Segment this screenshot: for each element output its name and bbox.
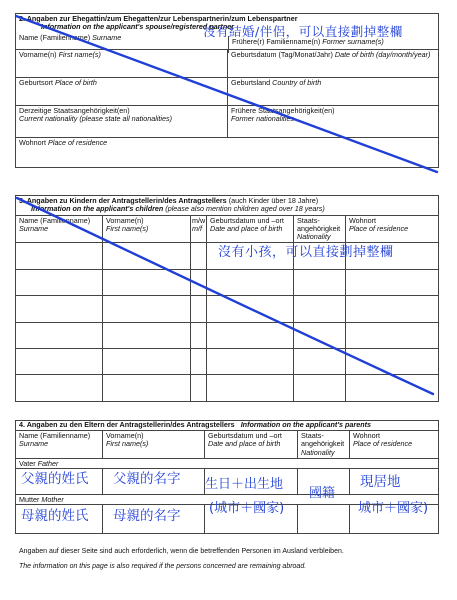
former-nat-label-en: Former nationalities bbox=[231, 114, 295, 124]
section4-column-headers bbox=[16, 431, 439, 459]
children-row[interactable] bbox=[16, 349, 439, 375]
section4-header-cell bbox=[16, 421, 439, 431]
children-cell[interactable] bbox=[294, 323, 346, 349]
section3-annotation: 沒有小孩，可以直接劃掉整欄 bbox=[218, 245, 394, 260]
children-col-first-names bbox=[103, 215, 191, 243]
former-nat-label-de: Frühere Staatsangehörigkeit(en) bbox=[231, 106, 335, 115]
section4-title-de: 4. Angaben zu den Eltern der Antragstellerin/des Antragstellers bbox=[19, 420, 235, 429]
children-cell[interactable] bbox=[103, 270, 191, 296]
section3-header-cell bbox=[16, 196, 439, 216]
father-label-de: Vater bbox=[19, 458, 36, 468]
parents-col-nationality bbox=[298, 431, 350, 459]
mother-surname-handwriting: 母親的姓氏 bbox=[21, 508, 89, 524]
col-label-en: Place of residence bbox=[353, 439, 413, 449]
col-label-de: m/w bbox=[192, 215, 206, 225]
spouse-cob-field[interactable] bbox=[228, 78, 439, 106]
section4-title-en: Information on the applicant's parents bbox=[240, 420, 371, 429]
children-cell[interactable] bbox=[207, 296, 294, 323]
footer-note-en: The information on this page is also required if the persons concerned are remaining abroad. bbox=[19, 563, 307, 570]
col-label-en: Nationality bbox=[301, 447, 335, 457]
section2-annotation: 沒有結婚/伴侶，可以直接劃掉整欄 bbox=[203, 24, 403, 39]
parents-col-dob bbox=[205, 431, 298, 459]
children-cell[interactable] bbox=[103, 349, 191, 375]
mother-residence-handwriting: 城市＋國家) bbox=[358, 501, 429, 516]
father-nationality-handwriting: 國籍 bbox=[309, 486, 336, 501]
children-cell[interactable] bbox=[191, 375, 207, 402]
former-surname-label-en: Former surname(s) bbox=[322, 37, 384, 46]
parents-col-residence bbox=[350, 431, 439, 459]
children-row[interactable] bbox=[16, 375, 439, 402]
children-cell[interactable] bbox=[191, 296, 207, 323]
parents-col-first-names bbox=[103, 431, 205, 459]
col-label-de: Vorname(n) bbox=[106, 215, 144, 225]
nat-label-en: Current nationality (please state all nationalities) bbox=[19, 114, 173, 124]
col-label-en: m/f bbox=[192, 223, 202, 233]
section3-title-de: 3. Angaben zu Kindern der Antragstellerin/des Antragstellers bbox=[19, 196, 227, 205]
children-cell[interactable] bbox=[207, 375, 294, 402]
dob-label-de: Geburtsdatum (Tag/Monat/Jahr) bbox=[231, 50, 333, 59]
children-col-residence bbox=[346, 215, 439, 243]
residence-label-de: Wohnort bbox=[19, 138, 47, 147]
mother-nationality-field[interactable] bbox=[298, 504, 350, 533]
children-cell[interactable] bbox=[191, 270, 207, 296]
children-cell[interactable] bbox=[16, 375, 103, 402]
col-label-en: Date and place of birth bbox=[208, 439, 281, 449]
children-cell[interactable] bbox=[16, 270, 103, 296]
children-cell[interactable] bbox=[16, 323, 103, 349]
dob-label-en: Date of birth (day/month/year) bbox=[334, 50, 431, 59]
section2-title-en: Information on the applicant's spouse/registered partner bbox=[41, 22, 235, 32]
children-col-surname bbox=[16, 215, 103, 243]
col-label-en: First name(s) bbox=[106, 439, 149, 449]
children-cell[interactable] bbox=[294, 375, 346, 402]
children-cell[interactable] bbox=[191, 349, 207, 375]
surname-label-en: Surname bbox=[92, 32, 122, 42]
spouse-former-nationality-field[interactable] bbox=[228, 106, 439, 138]
father-residence-handwriting: 現居地 bbox=[360, 474, 401, 490]
col-label-de: Staats-angehörigkeit bbox=[297, 215, 341, 233]
cob-label-en: Country of birth bbox=[272, 78, 322, 87]
former-surname-label-de: Frühere(r) Familienname(n) bbox=[232, 37, 321, 46]
col-label-en: First name(s) bbox=[106, 223, 149, 233]
spouse-residence-field[interactable] bbox=[16, 138, 439, 168]
col-label-de: Wohnort bbox=[349, 215, 377, 225]
children-cell[interactable] bbox=[346, 349, 439, 375]
spouse-pob-field[interactable] bbox=[16, 78, 228, 106]
residence-label-en: Place of residence bbox=[48, 138, 108, 147]
cob-label-de: Geburtsland bbox=[231, 78, 271, 87]
spouse-dob-field[interactable] bbox=[228, 50, 439, 78]
mother-label-de: Mutter bbox=[19, 494, 40, 504]
col-label-de: Vorname(n) bbox=[106, 431, 144, 440]
children-cell[interactable] bbox=[207, 270, 294, 296]
father-dob-handwriting: 生日＋出生地 bbox=[205, 477, 284, 492]
children-row[interactable] bbox=[16, 296, 439, 323]
col-label-de: Name (Familienname) bbox=[19, 431, 91, 440]
col-label-en: Surname bbox=[19, 439, 49, 449]
parents-col-surname bbox=[16, 431, 103, 459]
col-label-en: Surname bbox=[19, 223, 49, 233]
children-cell[interactable] bbox=[294, 296, 346, 323]
nat-label-de: Derzeitige Staatsangehörigkeit(en) bbox=[19, 106, 130, 115]
children-cell[interactable] bbox=[103, 323, 191, 349]
section3-column-headers bbox=[16, 215, 439, 243]
footer-note-de: Angaben auf dieser Seite sind auch erforderlich, wenn die betreffenden Personen im Ausland verbleiben. bbox=[19, 548, 344, 555]
children-cell[interactable] bbox=[346, 296, 439, 323]
children-cell[interactable] bbox=[207, 349, 294, 375]
father-surname-handwriting: 父親的姓氏 bbox=[21, 471, 89, 487]
children-cell[interactable] bbox=[294, 270, 346, 296]
section2-title-de: 2. Angaben zur Ehegattin/zum Ehegatten/zur Lebenspartnerin/zum Lebenspartner bbox=[19, 14, 298, 23]
section3-title-de-suffix: (auch Kinder über 18 Jahre) bbox=[228, 196, 319, 205]
children-cell[interactable] bbox=[346, 375, 439, 402]
col-label-de: Staats-angehörigkeit bbox=[301, 431, 345, 449]
children-cell[interactable] bbox=[207, 323, 294, 349]
spouse-nationality-field[interactable] bbox=[16, 106, 228, 138]
children-cell[interactable] bbox=[103, 243, 191, 270]
children-col-nationality bbox=[294, 215, 346, 243]
col-label-de: Geburtsdatum und –ort bbox=[208, 431, 282, 440]
spouse-first-names-field[interactable] bbox=[16, 50, 228, 78]
col-label-en: Nationality bbox=[297, 232, 331, 242]
children-cell[interactable] bbox=[294, 349, 346, 375]
mother-first-names-handwriting: 母親的名字 bbox=[113, 508, 181, 524]
first-names-label-de: Vorname(n) bbox=[19, 50, 57, 59]
section3-title-en: Information on the applicant's children bbox=[31, 204, 164, 214]
children-cell[interactable] bbox=[16, 296, 103, 323]
children-row[interactable] bbox=[16, 270, 439, 296]
children-cell[interactable] bbox=[16, 349, 103, 375]
col-label-de: Geburtsdatum und –ort bbox=[210, 215, 284, 225]
pob-label-de: Geburtsort bbox=[19, 78, 53, 87]
surname-label-de: Name (Familienname) bbox=[19, 32, 91, 42]
children-cell[interactable] bbox=[16, 243, 103, 270]
col-label-de: Wohnort bbox=[353, 431, 381, 440]
children-cell[interactable] bbox=[191, 323, 207, 349]
children-row[interactable] bbox=[16, 323, 439, 349]
children-col-sex bbox=[191, 215, 207, 243]
pob-label-en: Place of birth bbox=[54, 78, 97, 87]
col-label-de: Name (Familienname) bbox=[19, 215, 91, 225]
section3-table bbox=[15, 195, 439, 402]
children-col-dob bbox=[207, 215, 294, 243]
children-cell[interactable] bbox=[346, 323, 439, 349]
father-first-names-handwriting: 父親的名字 bbox=[113, 471, 181, 487]
first-names-label-en: First name(s) bbox=[58, 50, 101, 59]
col-label-en: Place of residence bbox=[349, 223, 409, 233]
children-cell[interactable] bbox=[346, 270, 439, 296]
father-label-en: Father bbox=[37, 458, 59, 468]
section3-title-en-suffix: (please also mention children aged over 18 years) bbox=[165, 204, 325, 214]
children-cell[interactable] bbox=[103, 375, 191, 402]
mother-label-en: Mother bbox=[41, 494, 64, 504]
col-label-en: Date and place of birth bbox=[210, 223, 283, 233]
mother-dob-handwriting: (城市＋國家) bbox=[209, 501, 285, 516]
children-cell[interactable] bbox=[191, 243, 207, 270]
children-cell[interactable] bbox=[103, 296, 191, 323]
